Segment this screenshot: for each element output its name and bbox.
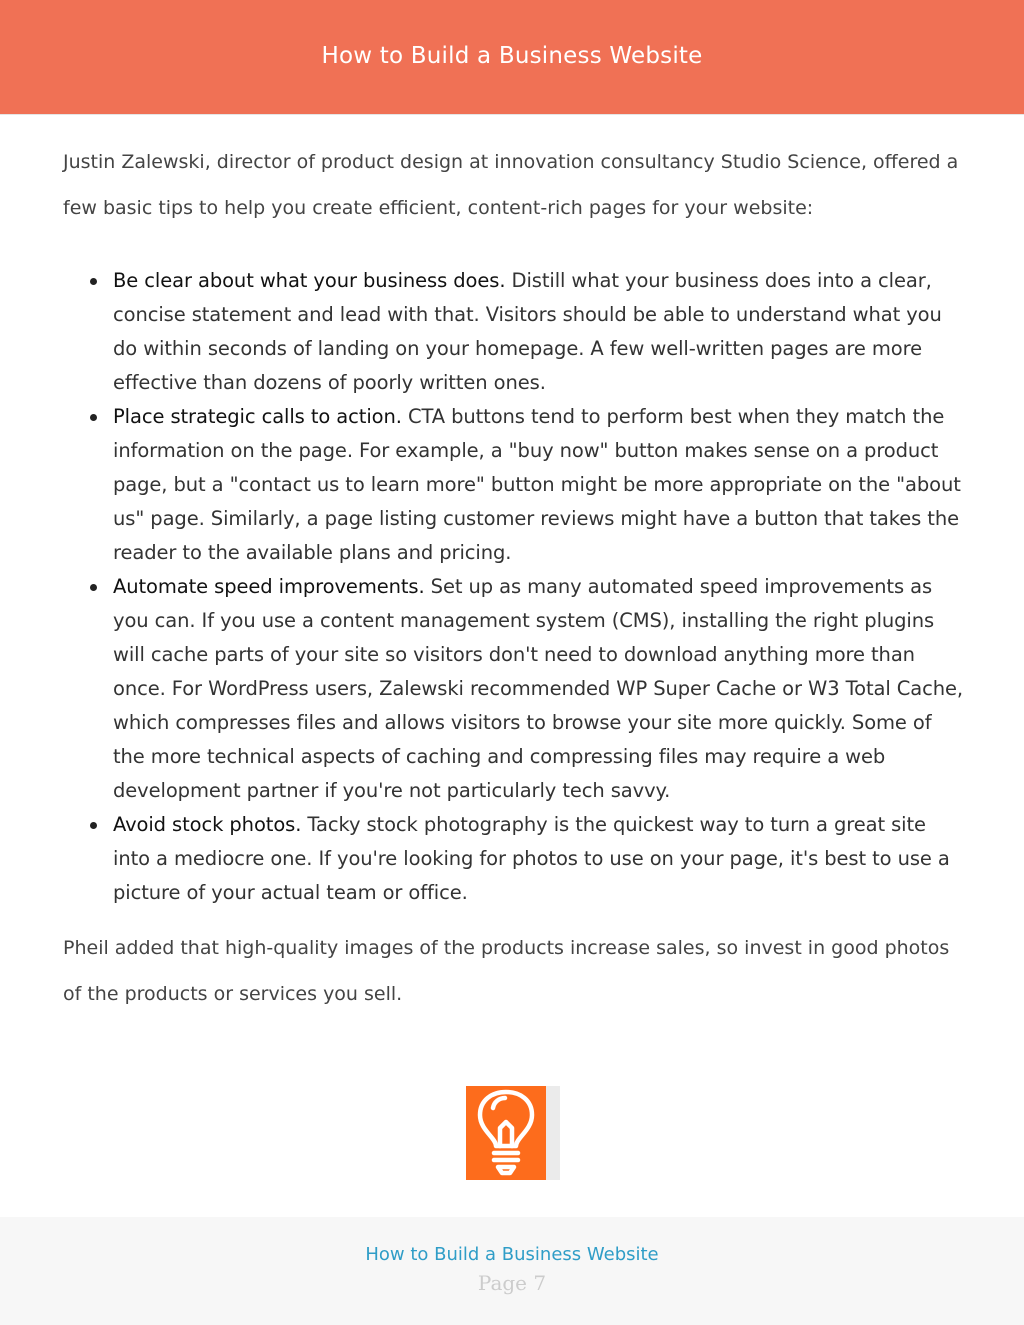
tip-body: CTA buttons tend to perform best when they match the information on the page. For example, a "buy now" button makes sense on a product page, but a "contact us to learn more" button might be more appropriate on the "about us" page. Similarly, a page listing customer reviews might have a button that takes the reader to the available plans and pricing. xyxy=(113,405,961,564)
tip-lead: Automate speed improvements. xyxy=(113,575,425,598)
page-number: Page 7 xyxy=(477,1271,547,1295)
tips-list xyxy=(63,264,963,910)
lightbulb-glyph xyxy=(466,1086,546,1180)
lightbulb-icon xyxy=(466,1086,560,1180)
list-item xyxy=(113,264,963,400)
intro-paragraph: Justin Zalewski, director of product design at innovation consultancy Studio Science, offered a few basic tips to help you create efficient, content-rich pages for your website: xyxy=(63,151,959,219)
tip-lead: Be clear about what your business does. xyxy=(113,269,506,292)
tip-body: Set up as many automated speed improvements as you can. If you use a content management system (CMS), installing the right plugins will cache parts of your site so visitors don't need to download anything more than once. For WordPress users, Zalewski recommended WP Super Cache or W3 Total Cache, which compresses files and allows visitors to browse your site more quickly. Some of the more technical aspects of caching and compressing files may require a web development partner if you're not particularly tech savvy. xyxy=(113,575,963,802)
tip-lead: Place strategic calls to action. xyxy=(113,405,402,428)
tip-lead: Avoid stock photos. xyxy=(113,813,302,836)
list-item xyxy=(113,400,963,570)
footer-title: How to Build a Business Website xyxy=(365,1244,659,1265)
tip-body: Distill what your business does into a clear, concise statement and lead with that. Visitors should be able to understand what you do within seconds of landing on your homepage. A few well-written pages are more effective than dozens of poorly written ones. xyxy=(113,269,942,394)
bullet-icon xyxy=(90,822,97,829)
closing-paragraph: Pheil added that high-quality images of the products increase sales, so invest in good photos of the products or services you sell. xyxy=(63,937,950,1005)
header-title: How to Build a Business Website xyxy=(321,43,703,69)
article-body xyxy=(63,140,963,1017)
bullet-icon xyxy=(90,584,97,591)
tip-body: Tacky stock photography is the quickest way to turn a great site into a mediocre one. If you're looking for photos to use on your page, it's best to use a picture of your actual team or office. xyxy=(113,813,950,904)
bullet-icon xyxy=(90,278,97,285)
page-header xyxy=(0,0,1024,115)
page-footer xyxy=(0,1217,1024,1325)
bullet-icon xyxy=(90,414,97,421)
list-item xyxy=(113,808,963,910)
list-item xyxy=(113,570,963,808)
